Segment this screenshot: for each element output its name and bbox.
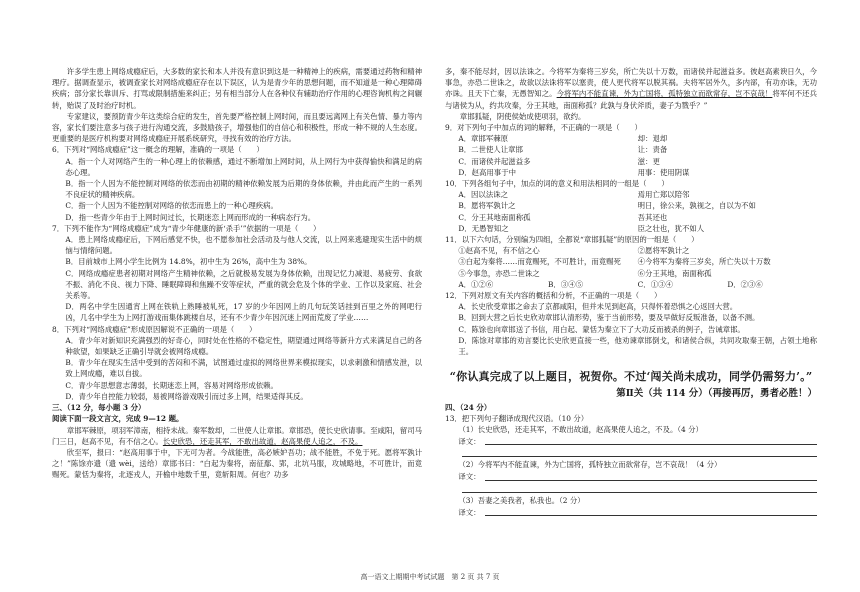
underlined-sentence: 今将军内不能直谏，外为亡国将，孤特独立而欲常存，岂不哀哉！ <box>556 89 773 99</box>
option-right: 焉用亡郑以陪邻 <box>637 190 690 200</box>
option-row <box>445 133 817 144</box>
classical-passage <box>445 66 817 111</box>
option-d: D．②③⑥ <box>727 279 763 289</box>
answer-line[interactable] <box>445 483 817 495</box>
option-right: 用事：使用阴谋 <box>637 167 690 177</box>
option-a: A．患上网络成瘾症后，下网后感觉不快，也不愿参加社会活动及与他人交流，以上网来逃避现实生活中的烦恼与情绪问题。 <box>65 235 422 256</box>
stage-2-heading: 第Ⅱ关（共 114 分）（再接再厉，勇者必胜！） <box>616 388 817 400</box>
passage-paragraph: 许多学生患上网络成瘾症后，大多数的家长和本人并没有意识到这是一种精神上的疾病，需要通过药物和精神理疗。据调查显示，被调查家长对网络成瘾症存在以下误区，认为是青少年的思想问题，而不知道是一种心理障碍疾病；部分家长靠训斥、打骂或限制措施来纠正；另有相当部分人在各种仪有辅助治疗作用的心理咨询机构之间辗转，贻误了及时治疗时机。 <box>52 67 422 110</box>
encouragement-banner: “你认真完成了以上题目，祝贺你。不过‘闯关尚未成功，同学仍需努力’。” <box>449 370 813 384</box>
option-b: B．目前城市上网小学生比例为 14.8%，初中生为 26%，高中生为 38%。 <box>65 257 312 267</box>
option-row <box>445 156 817 167</box>
option-right: 吾其还也 <box>637 212 668 222</box>
translation-label: 译文： <box>458 507 481 517</box>
statement-row <box>445 245 817 256</box>
question-11-statements <box>445 245 817 279</box>
option-row <box>445 223 817 234</box>
option-left: D．赵高用事于中 <box>458 167 516 177</box>
question-11-options <box>445 279 817 290</box>
option-left: B．愿将军孰计之 <box>458 201 516 211</box>
question-10: 10．下列各组句子中，加点的词的意义和用法相同的一组是（ ） <box>445 179 669 189</box>
blank-line[interactable] <box>485 480 818 481</box>
option-b: B．回到大营之后长史欣劝章邯认清形势，鉴于当前形势，要及早做好反叛准备，以备不测。 <box>458 313 760 323</box>
option-left: C．而诸侯并起滋益多 <box>458 156 531 166</box>
question-12: 12．下列对原文有关内容的概括和分析，不正确的一项是（ ） <box>445 291 662 301</box>
statement-row <box>445 256 817 267</box>
question-13: 13．把下列句子翻译成现代汉语。（10 分） <box>445 413 589 423</box>
option-row <box>445 212 817 223</box>
translation-label: 译文： <box>458 437 481 447</box>
option-c: C．①③④ <box>637 279 673 289</box>
blank-line[interactable] <box>462 492 817 493</box>
classical-passage: 欣至军，报曰：“赵高用事于中，下无可为者。今战能胜，高必嫉妒吾功；战不能胜，不免于死。愿将军孰计之！”陈馀亦遗（遗 wèi，送给）章邯书曰：“白起为秦将，南征鄢、郢，北坑马服，攻城略地，不可胜计，而竟赐死。蒙恬为秦将，北逐戎人，开榆中地数千里，竟斩阳周。何也？功多 <box>52 447 422 480</box>
option-b: B．③④⑤ <box>547 279 583 289</box>
option-b: B．指一个人因为不能控制对网络的依恋而由初期的精神依赖发展为后期的身体依赖，并由此而产生的一系列不良症状的精神疾病。 <box>65 179 422 200</box>
section-3-heading: 三、（12 分，每小题 3 分） <box>52 403 146 413</box>
statement: ⑤今事急，亦恐二世诛之 <box>458 268 540 278</box>
option-right: 让：责备 <box>637 145 668 155</box>
answer-line[interactable] <box>445 506 817 518</box>
option-row <box>445 200 817 211</box>
option-a: A．青少年对新知识充满强烈的好奇心，同时处在性格的不稳定性，期望通过网络等新升方式来满足自己的各种欲望，如果缺乏正确引导就会被网络成瘾。 <box>65 335 422 357</box>
option-c: C．指一个人因为不能控制对网络的依恋而患上的一种心理疾病。 <box>65 201 278 211</box>
question-6: 6．下列对“网络成瘾症”这一概念的理解，准确的一项是（ ） <box>52 145 264 155</box>
option-d: D．青少年自控能力较弱，易被网络游戏吸引而过多上网，结果适得其反。 <box>65 391 308 401</box>
option-d: D．陈馀对章邯的劝言要比长史欣更直接一些，他劝谏章邯倒戈，和诸侯合纵，共同攻取秦王朝，占领土地称王。 <box>458 335 817 357</box>
statement: ①赵高不见，有不信之心 <box>458 246 540 256</box>
translation-label: 译文： <box>458 472 481 482</box>
option-right: 臣之壮也，犹不如人 <box>637 223 705 233</box>
option-left: B．二世使人让章邯 <box>458 145 523 155</box>
answer-line[interactable] <box>445 447 817 459</box>
statement: ④今将军为秦将三岁矣，所亡失以十万数 <box>637 257 771 267</box>
option-row <box>445 189 817 200</box>
option-row <box>445 167 817 178</box>
question-9-options <box>445 133 817 178</box>
question-11: 11．以下六句话，分别编为四组，全都说“章邯狐疑”的原因的一组是（ ） <box>445 235 699 245</box>
section-4-heading: 四、（24 分） <box>445 402 492 412</box>
classical-passage: 章邯狐疑，阴使侯始成使项羽，欲约。 <box>459 111 586 121</box>
option-right: 滋：更 <box>637 156 660 166</box>
option-row <box>445 144 817 155</box>
option-left: C．分王其地南面称孤 <box>458 212 531 222</box>
option-c: C．网络成瘾症患者初期对网络产生精神依赖，之后就极易发展为身体依赖，出现记忆力减退、易疲劳、食欲不振、消化不良、视力下降、睡眠障碍和焦躁不安等症状，严重的就会危及个体的学业、工作以及家庭、社会关系等。 <box>65 268 422 301</box>
classical-text: 多，秦不能尽封，因以法诛之。今将军为秦将三岁矣，所亡失以十万数，而诸侯并起滋益多。彼赵高素谀日久，今事急，亦恐二世诛之，故欲以法诛将军以塞责，使人更代将军以脱其祸。夫将军居外久，多内郤，有功亦诛，无功亦诛。且天下亡秦，无愚智知之。 <box>445 67 817 99</box>
statement: ⑥分王其地，南面称孤 <box>637 268 712 278</box>
right-column <box>445 66 817 518</box>
option-b: B．青少年在现实生活中受到的苦闷和不满，试图通过虚拟的网络世界来模拟现实，以求刺激和情感发泄，以致上网成瘾，难以自拔。 <box>65 358 422 379</box>
blank-line[interactable] <box>462 456 817 457</box>
section-3-intro: 阅读下面一段文言文，完成 9—12 题。 <box>52 414 184 424</box>
question-7: 7．下列不能作为“网络成瘾症”成为“青少年健康的新‘杀手’”依据的一项是（ ） <box>52 223 321 233</box>
question-8: 8．下列对“网络成瘾症”形成原因解说不正确的一项是（ ） <box>52 324 257 334</box>
underlined-sentence: 长史欣恐，还走其军，不敢出故道，赵高果使人追之，不及。 <box>162 436 363 446</box>
option-d: D．指一些青少年由于上网时间过长，长期迷恋上网而形成的一种病态行为。 <box>65 212 316 222</box>
option-left: A．章邯军棘原 <box>458 134 508 144</box>
classical-text: 将军何不还兵与诸侯为从，约共攻秦，分王其地，南面称孤？此孰与身伏斧质，妻子为戮乎？” <box>445 89 817 110</box>
translation-item-1: （1）长史欣恐，还走其军，不敢出故道，赵高果使人追之，不及。（4 分） <box>458 425 703 435</box>
option-left: D．无愚智知之 <box>458 223 509 233</box>
question-9: 9．对下列句子中加点的词的解释，不正确的一项是（ ） <box>445 123 642 133</box>
option-a: A．指一个人对网络产生的一种心理上的依赖感，通过不断增加上网时间，从上网行为中获得愉快和满足的病态心理。 <box>65 156 422 177</box>
option-a: A．①②⑥ <box>458 279 494 289</box>
option-right: 明日，徐公来，孰视之，自以为不如 <box>637 201 756 211</box>
option-c: C．青少年思想意志薄弱，长期迷恋上网，容易对网络形成依赖。 <box>65 380 278 390</box>
option-right: 却：退却 <box>637 134 668 144</box>
classical-passage <box>52 425 422 447</box>
translation-item-3: （3）吾妻之美我者，私我也。（2 分） <box>458 495 585 505</box>
answer-line[interactable] <box>445 435 817 447</box>
left-column <box>52 66 422 481</box>
option-a: A．长史欣受章邯之命去了京都咸阳，但并未见到赵高，只得怀着恐惧之心返回大营。 <box>458 302 738 312</box>
translation-item-2: （2）今将军内不能直谏，外为亡国将，孤特独立而欲常存，岂不哀哉！（4 分） <box>458 460 722 470</box>
option-left: A．因以法诛之 <box>458 190 508 200</box>
page-footer: 高一语文上期期中考试试题 第 2 页 共 7 页 <box>360 573 500 581</box>
blank-line[interactable] <box>485 515 818 516</box>
question-10-options <box>445 189 817 234</box>
passage-paragraph: 专家建议，要预防青少年这类综合症的发生，首先要严格控制上网时间，而且要远离网上有关色情、暴力等内容，家长们要注意多与孩子进行沟通交流，多鼓励孩子，增强他们的自信心和积极性，形成一种不规的人生态度。更重要的是医疗机构要对网络成瘾症开展系统研究，寻找有效的治疗方法。 <box>52 111 422 144</box>
classical-text: 章邯军棘原，项羽军漳南，相持未战。秦军数却，二世使人让章邯。章邯恐，使长史欣请事。至咸阳，留司马门三日，赵高不见，有不信之心。 <box>52 425 422 446</box>
statement-row <box>445 268 817 279</box>
statement: ②愿将军孰计之 <box>637 246 690 256</box>
option-c: C．陈馀也向章邯送了书信，用白起、蒙恬为秦立下了大功反而被杀的例子，告诫章邯。 <box>458 324 745 334</box>
answer-line[interactable] <box>445 471 817 483</box>
blank-line[interactable] <box>485 444 818 445</box>
option-d: D．两名中学生因通宵上网在铁轨上熟睡被轧死，17 岁的少年因网上的几句玩笑话挂到百里之外的网吧行凶，几名中学生为上网打游戏而集体跳楼自尽，还有不少青少年因沉迷上网而荒废了学业…… <box>65 302 422 323</box>
statement: ③白起为秦将……而竟赐死，不可胜计，而竟赐死 <box>458 257 621 267</box>
